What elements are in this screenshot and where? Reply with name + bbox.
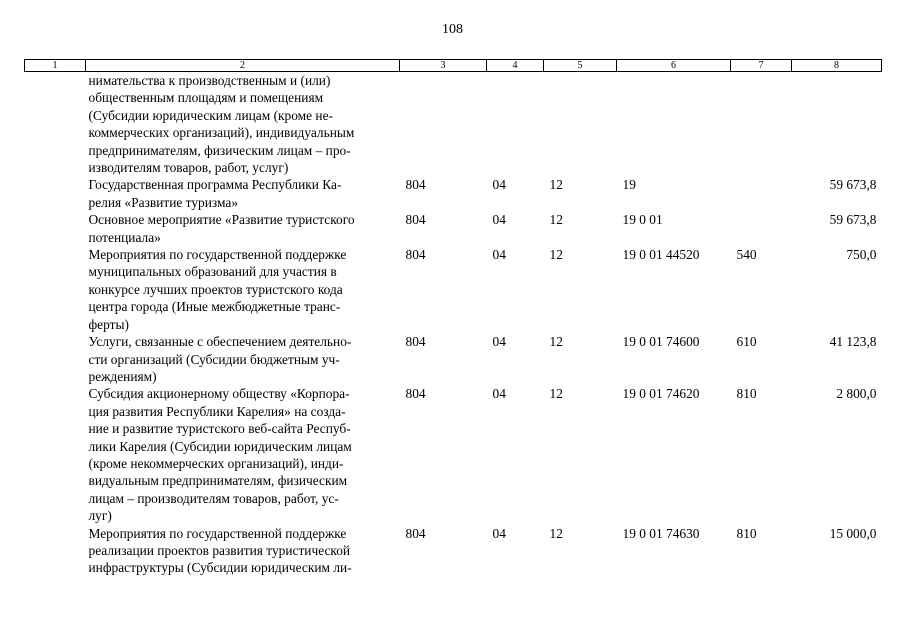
- section-code-cell: 04: [492, 525, 506, 541]
- section-code-cell: 04: [492, 212, 506, 228]
- expense-type-cell: 540: [736, 247, 757, 263]
- item-name-line: видуальным предпринимателям, физическим: [88, 473, 348, 489]
- column-number: 3: [400, 60, 487, 72]
- item-name-line: ние и развитие туристского веб-сайта Респуб-: [88, 421, 351, 437]
- amount-cell: 41 123,8: [829, 334, 877, 350]
- item-name-line: Мероприятия по государственной поддержке: [88, 525, 347, 541]
- item-name-cell: [86, 385, 400, 524]
- ministry-code-cell: 804: [405, 177, 426, 193]
- page-number: 108: [442, 22, 463, 37]
- item-name-line: ферты): [88, 316, 129, 332]
- row-number-cell: [25, 333, 86, 385]
- expense-type-cell: 810: [736, 386, 757, 402]
- column-number-header: [25, 60, 882, 72]
- item-name-line: предпринимателям, физическим лицам – про-: [88, 142, 351, 158]
- ministry-code-cell: 804: [405, 247, 426, 263]
- budget-table: [24, 59, 882, 577]
- target-article-cell: 19 0 01: [622, 212, 663, 228]
- column-number: 7: [731, 60, 792, 72]
- item-name-line: Мероприятия по государственной поддержке: [88, 247, 347, 263]
- column-number: 6: [617, 60, 731, 72]
- target-article-cell: 19 0 01 74620: [622, 386, 700, 402]
- subsection-code-cell: 12: [549, 212, 563, 228]
- column-number: 5: [544, 60, 617, 72]
- subsection-code-cell: [544, 72, 617, 177]
- subsection-code-cell: 12: [549, 177, 563, 193]
- expense-type-cell: 810: [736, 525, 757, 541]
- row-number-cell: [25, 72, 86, 177]
- expense-type-cell: [731, 72, 792, 177]
- item-name-cell: [86, 333, 400, 385]
- item-name-line: конкурсе лучших проектов туристского кода: [88, 281, 343, 297]
- table-row: [25, 176, 882, 211]
- column-number: 8: [792, 60, 882, 72]
- item-name-line: реждениям): [88, 368, 157, 384]
- section-code-cell: 04: [492, 247, 506, 263]
- table-row: [25, 211, 882, 246]
- item-name-line: изводителям товаров, работ, услуг): [88, 160, 289, 176]
- section-code-cell: 04: [492, 386, 506, 402]
- subsection-code-cell: 12: [549, 334, 563, 350]
- section-code-cell: [487, 72, 544, 177]
- table-row: [25, 246, 882, 333]
- column-number: 2: [86, 60, 400, 72]
- section-code-cell: 04: [492, 334, 506, 350]
- item-name-line: лицам – производителям товаров, работ, ус-: [88, 490, 339, 506]
- amount-cell: 59 673,8: [829, 212, 877, 228]
- row-number-cell: [25, 246, 86, 333]
- table-body: [25, 72, 882, 577]
- subsection-code-cell: 12: [549, 247, 563, 263]
- item-name-cell: [86, 176, 400, 211]
- item-name-line: коммерческих организаций), индивидуальным: [88, 125, 355, 141]
- section-code-cell: 04: [492, 177, 506, 193]
- item-name-line: Услуги, связанные с обеспечением деятельно-: [88, 334, 352, 350]
- item-name-line: (Субсидии юридическим лицам (кроме не-: [88, 107, 333, 123]
- item-name-line: Субсидия акционерному обществу «Корпора-: [88, 386, 350, 402]
- item-name-cell: [86, 525, 400, 577]
- target-article-cell: [617, 72, 731, 177]
- item-name-line: (кроме некоммерческих организаций), инди-: [88, 455, 344, 471]
- item-name-line: нимательства к производственным и (или): [88, 73, 331, 88]
- row-number-cell: [25, 176, 86, 211]
- row-number-cell: [25, 385, 86, 524]
- amount-cell: [792, 72, 882, 177]
- column-number: 1: [25, 60, 86, 72]
- target-article-cell: 19 0 01 74630: [622, 525, 700, 541]
- table-row: [25, 525, 882, 577]
- target-article-cell: 19 0 01 44520: [622, 247, 700, 263]
- item-name-line: Государственная программа Республики Ка-: [88, 177, 342, 193]
- item-name-cell: [86, 211, 400, 246]
- row-number-cell: [25, 525, 86, 577]
- target-article-cell: 19: [622, 177, 636, 193]
- table-row: [25, 72, 882, 177]
- item-name-line: реализации проектов развития туристической: [88, 542, 351, 558]
- amount-cell: 15 000,0: [829, 525, 877, 541]
- row-number-cell: [25, 211, 86, 246]
- ministry-code-cell: 804: [405, 525, 426, 541]
- column-number: 4: [487, 60, 544, 72]
- item-name-line: Основное мероприятие «Развитие туристского: [88, 212, 355, 228]
- item-name-line: релия «Развитие туризма»: [88, 194, 239, 210]
- amount-cell: 2 800,0: [836, 386, 877, 402]
- expense-type-cell: [731, 176, 792, 211]
- expense-type-cell: [731, 211, 792, 246]
- item-name-line: общественным площадям и помещениям: [88, 90, 324, 106]
- item-name-line: луг): [88, 508, 112, 524]
- item-name-line: лики Карелия (Субсидии юридическим лицам: [88, 438, 352, 454]
- amount-cell: 59 673,8: [829, 177, 877, 193]
- ministry-code-cell: [400, 72, 487, 177]
- table-row: [25, 385, 882, 524]
- amount-cell: 750,0: [846, 247, 877, 263]
- subsection-code-cell: 12: [549, 525, 563, 541]
- item-name-line: ция развития Республики Карелия» на созда-: [88, 403, 346, 419]
- item-name-line: сти организаций (Субсидии бюджетным уч-: [88, 351, 340, 367]
- ministry-code-cell: 804: [405, 212, 426, 228]
- table-row: [25, 333, 882, 385]
- ministry-code-cell: 804: [405, 386, 426, 402]
- item-name-line: потенциала»: [88, 229, 161, 245]
- ministry-code-cell: 804: [405, 334, 426, 350]
- item-name-line: инфраструктуры (Субсидии юридическим ли-: [88, 560, 352, 576]
- item-name-line: центра города (Иные межбюджетные транс-: [88, 299, 341, 315]
- target-article-cell: 19 0 01 74600: [622, 334, 700, 350]
- item-name-line: муниципальных образований для участия в: [88, 264, 337, 280]
- item-name-cell: [86, 246, 400, 333]
- item-name-cell: [86, 72, 400, 177]
- subsection-code-cell: 12: [549, 386, 563, 402]
- expense-type-cell: 610: [736, 334, 757, 350]
